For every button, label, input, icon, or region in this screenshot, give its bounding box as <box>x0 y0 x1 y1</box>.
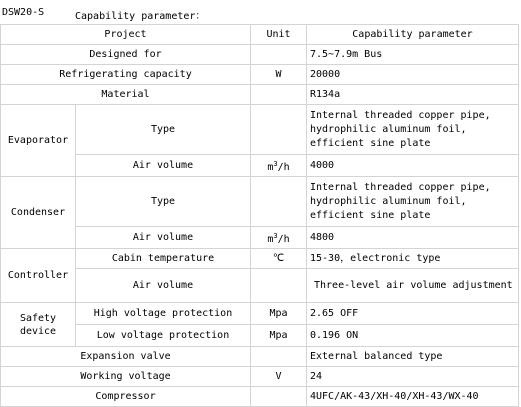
row-label-evaporator-air: Air volume <box>76 155 251 177</box>
row-value-expansion: External balanced type <box>307 347 519 367</box>
row-value-condenser-air: 4800 <box>307 227 519 249</box>
row-value-cabin-temperature: 15-30，electronic type <box>307 249 519 269</box>
row-unit-low-voltage: Mpa <box>251 325 307 347</box>
row-label-designed-for: Designed for <box>1 45 251 65</box>
group-label-safety-line1: Safety <box>19 312 57 324</box>
row-label-voltage: Working voltage <box>1 367 251 387</box>
row-unit-condenser-type <box>251 177 307 227</box>
unit-base: m <box>267 233 274 245</box>
sheet-header <box>0 0 521 24</box>
row-unit-compressor <box>251 387 307 407</box>
row-value-compressor: 4UFC/AK-43/XH-40/XH-43/WX-40 <box>307 387 519 407</box>
table-row <box>1 325 519 347</box>
row-unit-material <box>251 85 307 105</box>
row-value-high-voltage: 2.65 OFF <box>307 303 519 325</box>
unit-superscript: 3 <box>273 159 278 168</box>
row-value-evaporator-type: Internal threaded copper pipe, hydrophilic aluminum foil, efficient sine plate <box>307 105 519 155</box>
row-label-refrigerating: Refrigerating capacity <box>1 65 251 85</box>
table-row <box>1 303 519 325</box>
table-row <box>1 347 519 367</box>
table-row <box>1 65 519 85</box>
table-row <box>1 269 519 303</box>
sheet-title: Capability parameter： <box>75 11 206 22</box>
row-unit-expansion <box>251 347 307 367</box>
row-value-material: R134a <box>307 85 519 105</box>
row-label-expansion: Expansion valve <box>1 347 251 367</box>
row-label-material: Material <box>1 85 251 105</box>
group-label-condenser: Condenser <box>1 177 76 249</box>
model-number: DSW20-S <box>2 7 45 18</box>
group-label-safety <box>1 303 76 347</box>
unit-superscript: 3 <box>273 231 278 240</box>
row-unit-voltage: V <box>251 367 307 387</box>
table-row <box>1 177 519 227</box>
row-label-condenser-air: Air volume <box>76 227 251 249</box>
table-row <box>1 387 519 407</box>
row-value-refrigerating: 20000 <box>307 65 519 85</box>
row-label-compressor: Compressor <box>1 387 251 407</box>
row-label-cabin-temperature: Cabin temperature <box>76 249 251 269</box>
capability-table <box>0 24 519 407</box>
table-row <box>1 227 519 249</box>
table-row <box>1 105 519 155</box>
unit-tail: /h <box>277 233 290 245</box>
row-unit-condenser-air <box>251 227 307 249</box>
row-unit-controller-air <box>251 269 307 303</box>
row-unit-high-voltage: Mpa <box>251 303 307 325</box>
row-label-low-voltage: Low voltage protection <box>76 325 251 347</box>
table-row <box>1 85 519 105</box>
group-label-safety-line2: device <box>19 325 57 337</box>
group-label-evaporator: Evaporator <box>1 105 76 177</box>
unit-tail: /h <box>277 161 290 173</box>
column-header-capability: Capability parameter <box>307 25 519 45</box>
table-row <box>1 249 519 269</box>
column-header-unit: Unit <box>251 25 307 45</box>
column-header-project: Project <box>1 25 251 45</box>
table-header-row <box>1 25 519 45</box>
row-value-evaporator-air: 4000 <box>307 155 519 177</box>
table-row <box>1 45 519 65</box>
unit-base: m <box>267 161 274 173</box>
row-unit-evaporator-type <box>251 105 307 155</box>
row-value-controller-air: Three-level air volume adjustment <box>307 269 519 303</box>
row-label-evaporator-type: Type <box>76 105 251 155</box>
row-value-condenser-type: Internal threaded copper pipe, hydrophilic aluminum foil, efficient sine plate <box>307 177 519 227</box>
row-unit-refrigerating: W <box>251 65 307 85</box>
row-unit-evaporator-air <box>251 155 307 177</box>
row-unit-cabin-temperature: ℃ <box>251 249 307 269</box>
row-unit-designed-for <box>251 45 307 65</box>
group-label-controller: Controller <box>1 249 76 303</box>
row-label-high-voltage: High voltage protection <box>76 303 251 325</box>
table-row <box>1 367 519 387</box>
table-row <box>1 155 519 177</box>
row-label-controller-air: Air volume <box>76 269 251 303</box>
row-label-condenser-type: Type <box>76 177 251 227</box>
row-value-designed-for: 7.5~7.9m Bus <box>307 45 519 65</box>
row-value-low-voltage: 0.196 ON <box>307 325 519 347</box>
row-value-voltage: 24 <box>307 367 519 387</box>
